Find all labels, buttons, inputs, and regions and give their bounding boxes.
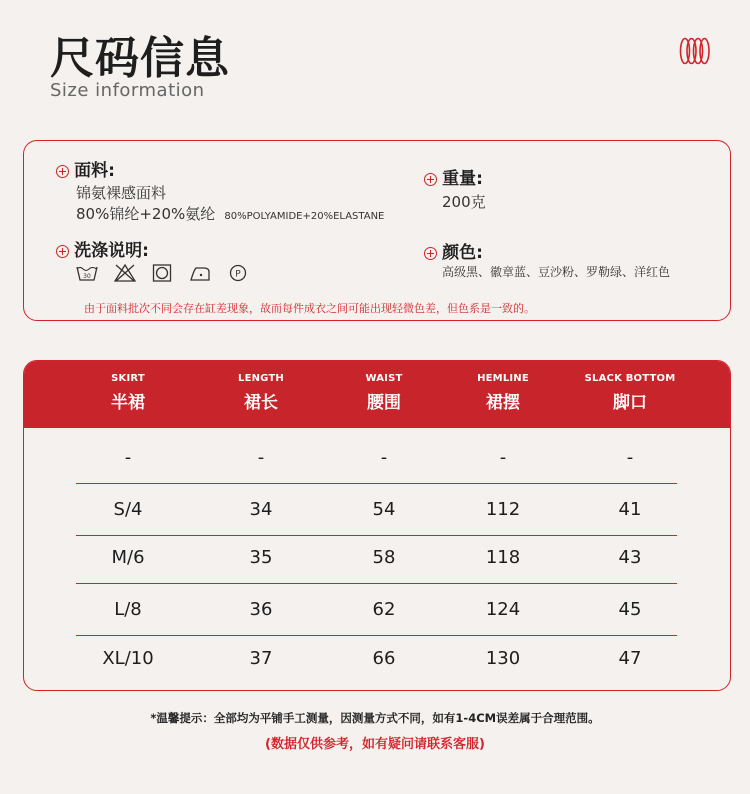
washing-label: 洗涤说明: xyxy=(74,241,149,261)
color-variance-note: 由于面料批次不同会存在缸差现象，故而每件成衣之间可能出现轻微色差，但色系是一致的。 xyxy=(84,302,535,315)
washing-section xyxy=(56,236,149,261)
fabric-label: 面料: xyxy=(74,161,115,181)
rings-icon xyxy=(679,36,711,66)
fabric-composition: 80%锦纶+20%氨纶 xyxy=(76,205,216,223)
table-row: L/8 36 62 124 45 xyxy=(76,585,677,636)
table-row: - - - - - xyxy=(76,433,677,484)
iron-low-icon xyxy=(188,264,212,286)
plus-circle-icon xyxy=(424,173,437,186)
table-row: M/6 35 58 118 43 xyxy=(76,533,677,584)
weight-value: 200克 xyxy=(442,193,486,211)
column-header-slack-bottom: SLACK BOTTOM 脚口 xyxy=(584,373,676,413)
page-title: 尺码信息 xyxy=(50,33,230,84)
column-header-skirt: SKIRT 半裙 xyxy=(111,373,145,413)
fabric-composition-en: 80%POLYAMIDE+20%ELASTANE xyxy=(224,211,385,222)
care-icons xyxy=(76,264,248,286)
column-header-hemline: HEMLINE 裙摆 xyxy=(477,373,529,413)
weight-label: 重量: xyxy=(442,169,483,189)
plus-circle-icon xyxy=(424,247,437,260)
svg-text:P: P xyxy=(235,269,241,280)
fabric-composition-line xyxy=(76,203,384,224)
tumble-dry-icon xyxy=(152,264,172,286)
color-value: 高级黑、徽章蓝、豆沙粉、罗勒绿、洋红色 xyxy=(442,265,671,279)
table-row: S/4 34 54 112 41 xyxy=(76,485,677,536)
no-bleach-icon xyxy=(114,264,136,286)
wash-30-icon xyxy=(76,264,98,286)
table-header xyxy=(24,361,730,428)
size-table xyxy=(23,360,731,691)
dry-clean-p-icon xyxy=(228,264,248,286)
table-row: XL/10 37 66 130 47 xyxy=(102,648,642,669)
color-label: 颜色: xyxy=(442,243,483,263)
fabric-section xyxy=(56,156,115,181)
svg-text:30: 30 xyxy=(83,273,91,280)
weight-section xyxy=(424,164,483,189)
plus-circle-icon xyxy=(56,245,69,258)
measurement-tip: *温馨提示：全部均为平铺手工测量，因测量方式不同，如有1-4CM误差属于合理范围。 xyxy=(150,711,600,725)
plus-circle-icon xyxy=(56,165,69,178)
color-section xyxy=(424,238,483,263)
column-header-length: LENGTH 裙长 xyxy=(238,373,284,413)
fabric-info-card xyxy=(23,140,731,321)
fabric-name: 锦氨裸感面料 xyxy=(76,184,167,202)
column-header-waist: WAIST 腰围 xyxy=(365,373,403,413)
page-subtitle: Size information xyxy=(50,80,205,101)
reference-note: (数据仅供参考，如有疑问请联系客服) xyxy=(265,737,485,752)
